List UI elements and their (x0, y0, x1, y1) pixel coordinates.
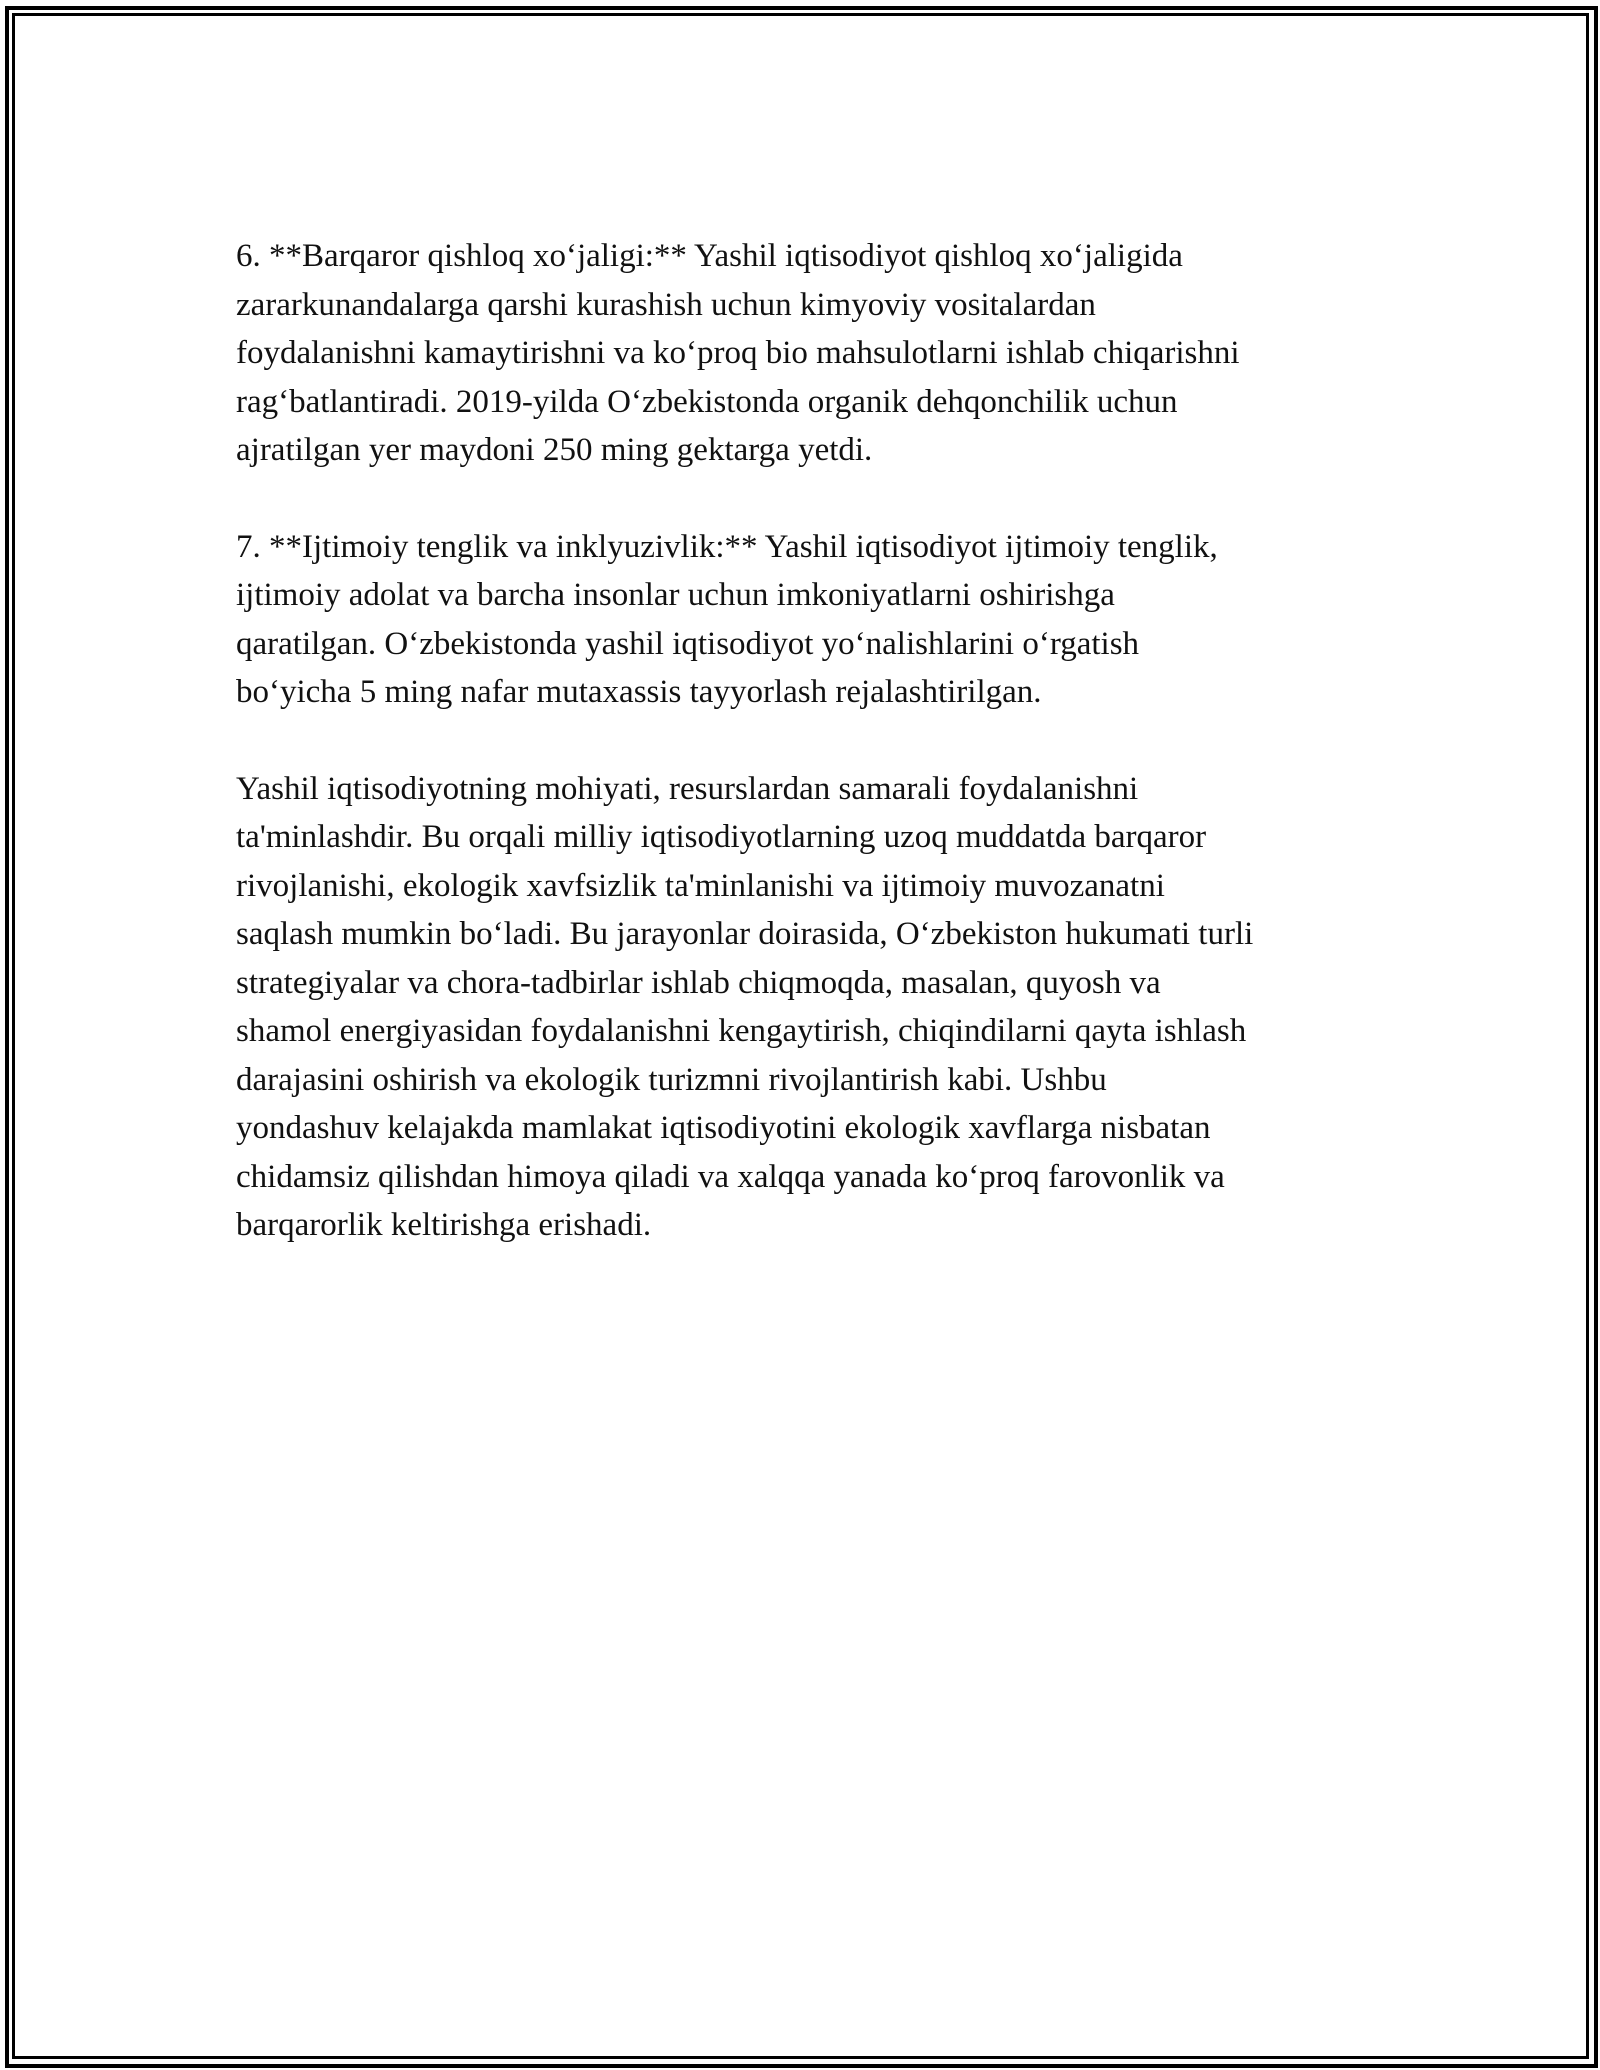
text-line: rag‘batlantiradi. 2019-yilda O‘zbekistonda organik dehqonchilik uchun (236, 383, 1178, 420)
text-line: ajratilgan yer maydoni 250 ming gektarga yetdi. (236, 432, 873, 468)
text-line: zararkunandalarga qarshi kurashish uchun kimyoviy vositalardan (236, 286, 1096, 323)
paragraph-sustainable-agriculture (236, 232, 1376, 475)
text-line: strategiyalar va chora-tadbirlar ishlab chiqmoqda, masalan, quyosh va (236, 964, 1161, 1001)
text-line: Yashil iqtisodiyotning mohiyati, resurslardan samarali foydalanishni (236, 770, 1139, 807)
text-line: 7. **Ijtimoiy tenglik va inklyuzivlik:** Yashil iqtisodiyot ijtimoiy tenglik, (236, 528, 1218, 565)
paragraph-conclusion (236, 765, 1376, 1250)
text-line: darajasini oshirish va ekologik turizmni rivojlantirish kabi. Ushbu (236, 1061, 1107, 1098)
text-line: foydalanishni kamaytirishni va ko‘proq bio mahsulotlarni ishlab chiqarishni (236, 335, 1240, 371)
paragraph-social-equality (236, 523, 1376, 717)
document-body (236, 232, 1376, 1298)
text-line: ta'minlashdir. Bu orqali milliy iqtisodiyotlarning uzoq muddatda barqaror (236, 819, 1207, 855)
text-line: saqlash mumkin bo‘ladi. Bu jarayonlar doirasida, O‘zbekiston hukumati turli (236, 916, 1254, 952)
text-line: chidamsiz qilishdan himoya qiladi va xalqqa yanada ko‘proq farovonlik va (236, 1158, 1225, 1195)
text-line: shamol energiyasidan foydalanishni kengaytirish, chiqindilarni qayta ishlash (236, 1013, 1247, 1049)
text-line: ijtimoiy adolat va barcha insonlar uchun imkoniyatlarni oshirishga (236, 577, 1115, 613)
text-line: bo‘yicha 5 ming nafar mutaxassis tayyorlash rejalashtirilgan. (236, 674, 1042, 710)
text-line: qaratilgan. O‘zbekistonda yashil iqtisodiyot yo‘nalishlarini o‘rgatish (236, 625, 1140, 662)
text-line: rivojlanishi, ekologik xavfsizlik ta'minlanishi va ijtimoiy muvozanatni (236, 867, 1165, 904)
text-line: 6. **Barqaror qishloq xo‘jaligi:** Yashil iqtisodiyot qishloq xo‘jaligida (236, 238, 1183, 274)
text-line: barqarorlik keltirishga erishadi. (236, 1207, 652, 1243)
text-line: yondashuv kelajakda mamlakat iqtisodiyotini ekologik xavflarga nisbatan (236, 1110, 1211, 1146)
